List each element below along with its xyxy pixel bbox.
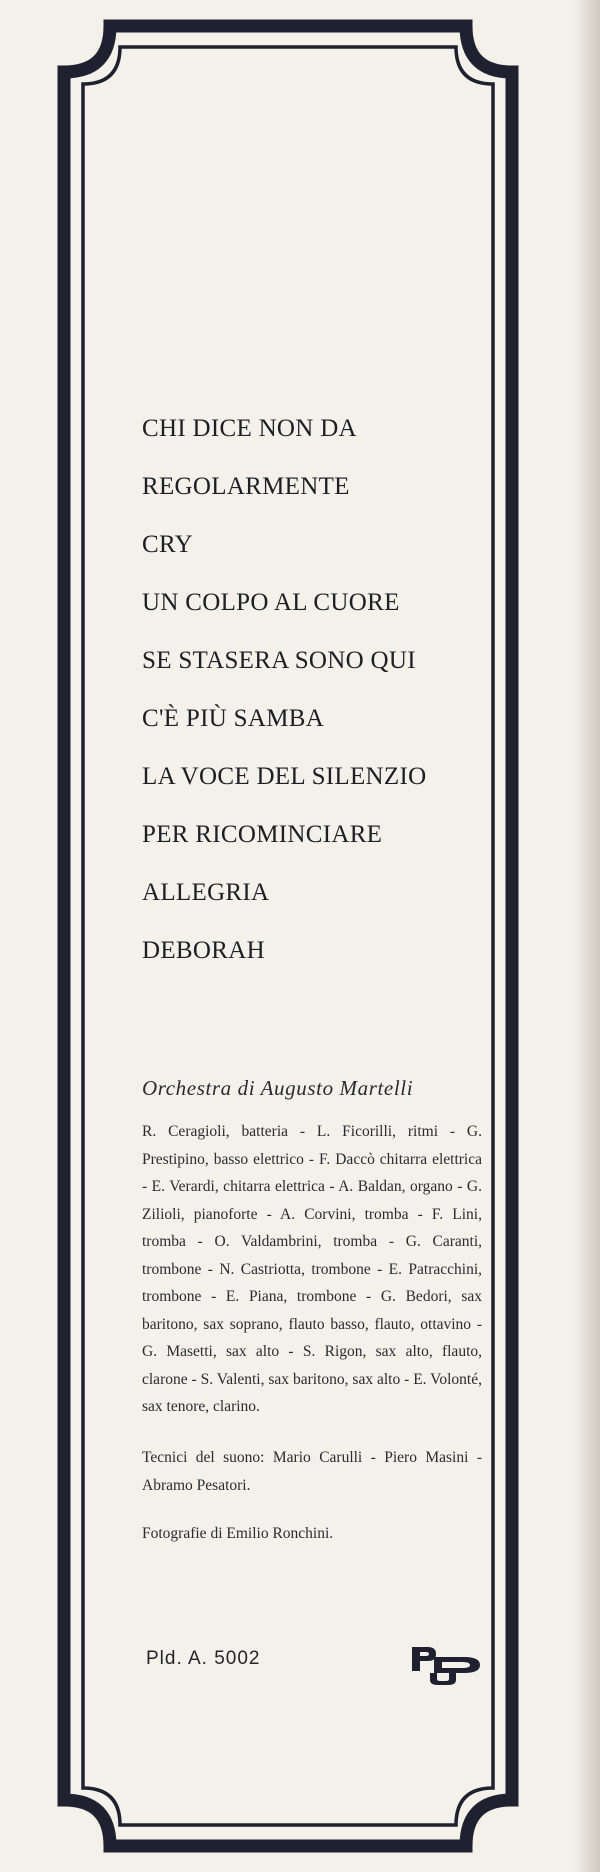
photography-credit: Fotografie di Emilio Ronchini.	[142, 1525, 334, 1542]
musician-credits: R. Ceragioli, batteria - L. Ficorilli, ritmi - G. Prestipino, basso elettrico - F. Daccò chitarra elettrica - E. Verardi, chitarra elettrica - A. Baldan, organo - G. Zilioli, pianoforte - A. Corvini, tromba - F. Lini, tromba - O. Valdambrini, tromba - G. Caranti, trombone - N. Castriotta, trombone - E. Patracchini, trombone - E. Piana, trombone - G. Bedori, sax baritono, sax soprano, flauto basso, flauto, ottavino - G. Masetti, sax alto - S. Rigon, sax alto, flauto, clarone - S. Valenti, sax baritono, sax alto - E. Volonté, sax tenore, clarino.	[142, 1123, 482, 1415]
sound-engineer-credits: Tecnici del suono: Mario Carulli - Piero Masini - Abramo Pesatori.	[142, 1449, 482, 1494]
track-title: REGOLARMENTE	[142, 473, 350, 500]
track-title: LA VOCE DEL SILENZIO	[142, 763, 427, 790]
track-list	[142, 400, 426, 980]
track-title: PER RICOMINCIARE	[142, 821, 383, 848]
track-title: C'È PIÙ SAMBA	[142, 705, 325, 732]
track-title: SE STASERA SONO QUI	[142, 647, 416, 674]
track-title: DEBORAH	[142, 937, 265, 964]
track-title: CRY	[142, 531, 193, 558]
track-title: UN COLPO AL CUORE	[142, 589, 400, 616]
track-title: CHI DICE NON DA	[142, 415, 357, 442]
orchestra-heading: Orchestra di Augusto Martelli	[142, 1076, 414, 1100]
pdu-logo	[410, 1645, 482, 1685]
track-title: ALLEGRIA	[142, 879, 270, 906]
catalog-number: Pld. A. 5002	[146, 1648, 261, 1669]
